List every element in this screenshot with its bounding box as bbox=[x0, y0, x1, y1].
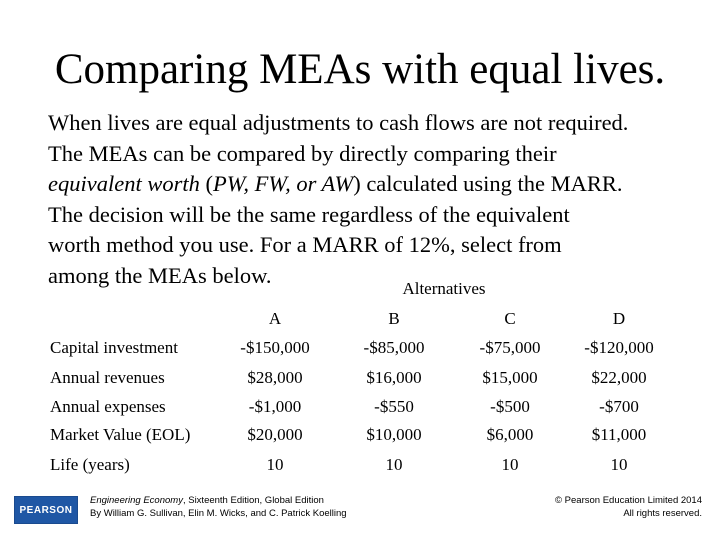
table-cell: 10 bbox=[610, 455, 628, 474]
table-cell: -$120,000 bbox=[584, 338, 654, 357]
column-header-a: A bbox=[268, 309, 282, 328]
table-cell: $28,000 bbox=[247, 368, 303, 387]
table-row bbox=[0, 338, 720, 362]
body-line-5: worth method you use. For a MARR of 12%, select from bbox=[48, 232, 562, 257]
body-line-4: The decision will be the same regardless of the equivalent bbox=[48, 201, 570, 227]
row-label: Life (years) bbox=[50, 455, 130, 474]
table-cell: $11,000 bbox=[591, 425, 647, 444]
table-cell: 10 bbox=[501, 455, 519, 474]
table-cell: 10 bbox=[266, 455, 284, 474]
book-edition: , Sixteenth Edition, Global Edition bbox=[182, 495, 324, 506]
rights-text: All rights reserved. bbox=[623, 507, 702, 519]
column-header-b: B bbox=[388, 309, 400, 328]
row-label: Annual expenses bbox=[50, 397, 166, 416]
alternatives-header: Alternatives bbox=[402, 279, 486, 298]
footer-authors: By William G. Sullivan, Elin M. Wicks, and C. Patrick Koelling bbox=[90, 507, 347, 519]
pw-fw-aw-term: PW, FW, or AW bbox=[212, 171, 354, 196]
equivalent-worth-term: equivalent worth bbox=[48, 171, 200, 196]
body-line-6: among the MEAs below. bbox=[48, 262, 272, 288]
footer-copyright bbox=[555, 495, 702, 520]
table-cell: $6,000 bbox=[486, 425, 534, 444]
table-cell: -$550 bbox=[374, 397, 414, 416]
footer-citation bbox=[90, 495, 347, 520]
table-cell: $15,000 bbox=[482, 368, 538, 387]
table-cell: $16,000 bbox=[366, 368, 422, 387]
row-label: Capital investment bbox=[50, 338, 178, 357]
table-cell: 10 bbox=[385, 455, 403, 474]
book-title: Engineering Economy bbox=[90, 495, 183, 506]
table-cell: -$85,000 bbox=[363, 338, 425, 357]
body-line-3-mid: ( bbox=[199, 171, 213, 196]
table-row bbox=[0, 455, 720, 479]
pearson-logo: PEARSON bbox=[14, 496, 78, 524]
table-row bbox=[0, 425, 720, 449]
body-line-2: The MEAs can be compared by directly comparing their bbox=[48, 140, 557, 166]
table-cell: -$75,000 bbox=[479, 338, 541, 357]
table-cell: -$1,000 bbox=[248, 397, 302, 416]
table-row bbox=[0, 368, 720, 392]
table-cell: $20,000 bbox=[247, 425, 303, 444]
table-cell: $22,000 bbox=[591, 368, 647, 387]
table-cell: -$700 bbox=[599, 397, 639, 416]
column-header-row bbox=[0, 309, 720, 333]
column-header-c: C bbox=[504, 309, 516, 328]
table-cell: $10,000 bbox=[366, 425, 422, 444]
body-line-3-end: ) calculated using the MARR. bbox=[353, 171, 623, 196]
table-cell: -$150,000 bbox=[240, 338, 310, 357]
row-label: Annual revenues bbox=[50, 368, 165, 387]
body-line-1: When lives are equal adjustments to cash flows are not required. bbox=[48, 110, 629, 135]
table-row bbox=[0, 397, 720, 421]
copyright-text: © Pearson Education Limited 2014 bbox=[555, 495, 702, 506]
body-line-3 bbox=[48, 169, 708, 200]
table-cell: -$500 bbox=[490, 397, 530, 416]
column-header-d: D bbox=[612, 309, 626, 328]
footer-book-line bbox=[90, 495, 347, 508]
row-label: Market Value (EOL) bbox=[50, 425, 191, 444]
slide-body bbox=[48, 108, 708, 291]
slide-title: Comparing MEAs with equal lives. bbox=[54, 46, 666, 93]
